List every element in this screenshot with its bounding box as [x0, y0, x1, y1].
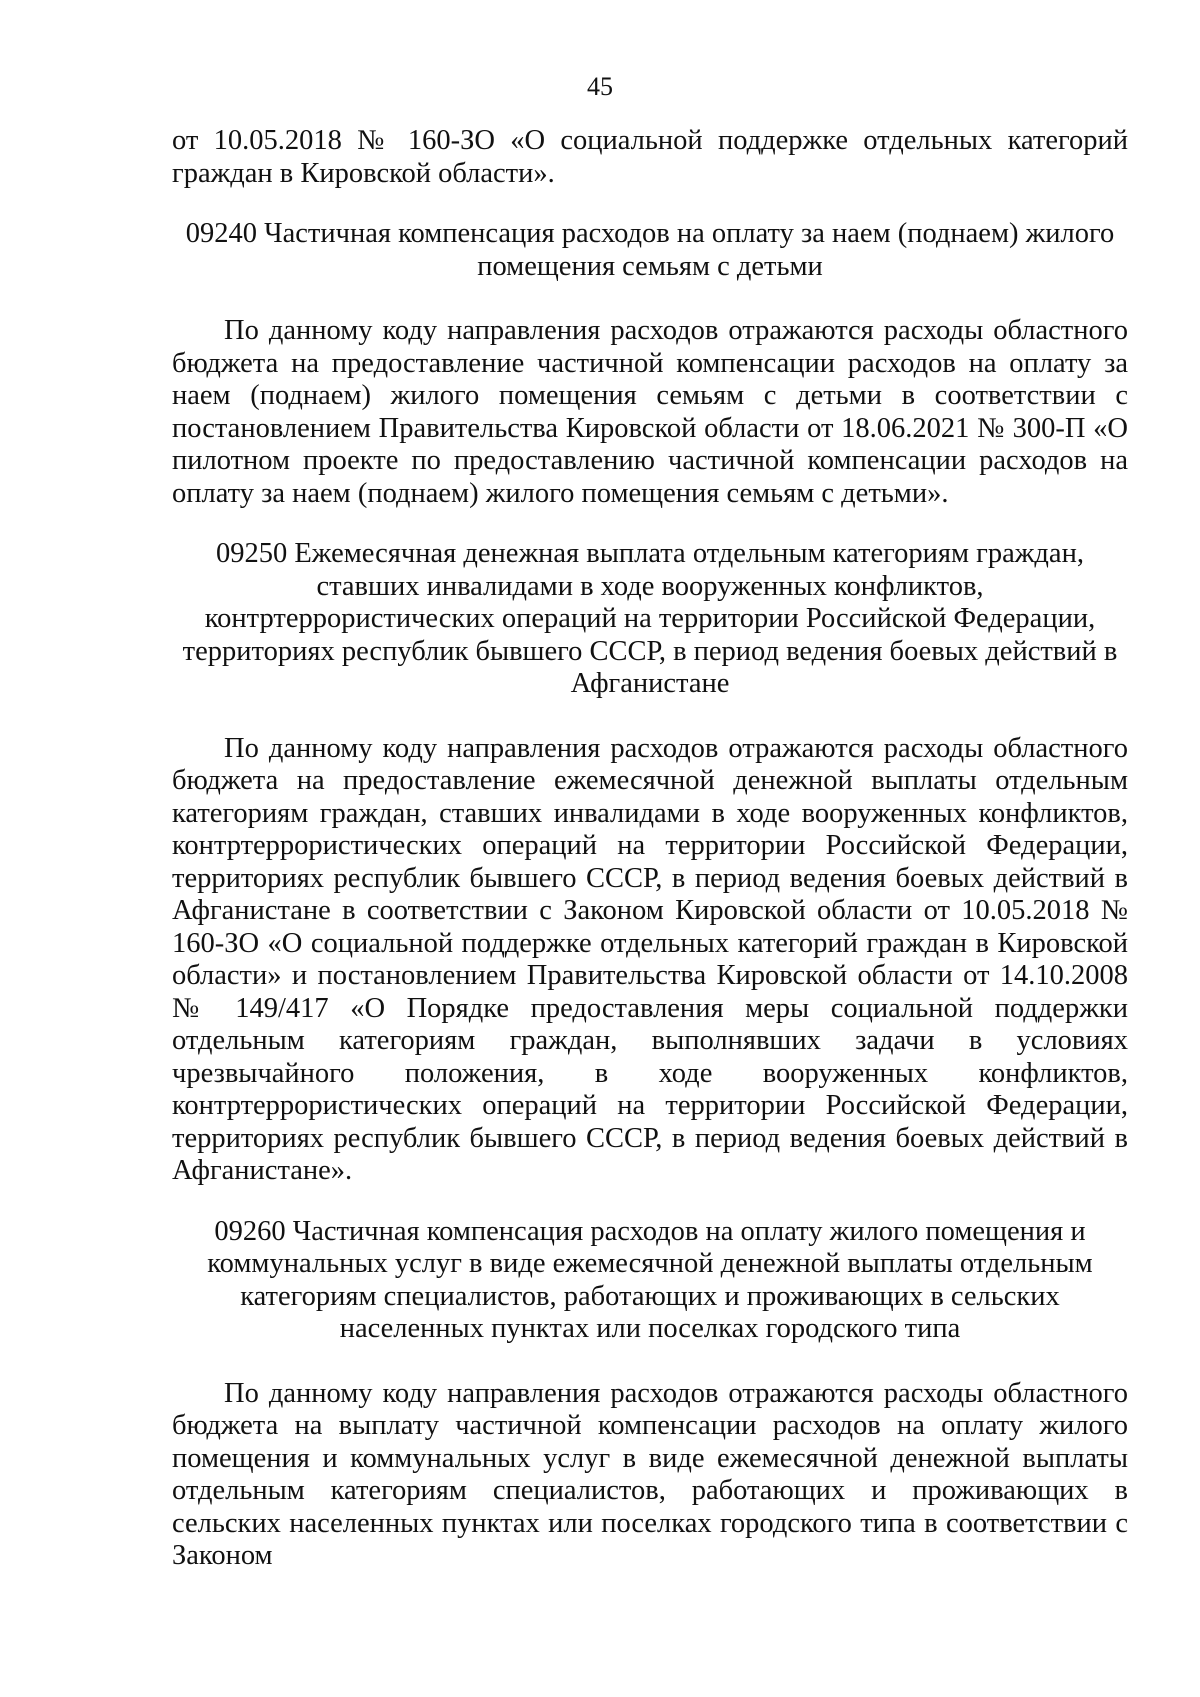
page-content [172, 125, 1128, 1573]
section-heading-09260: 09260 Частичная компенсация расходов на оплату жилого помещения и коммунальных услуг в виде ежемесячной денежной выплаты отдельным категориям специалистов, работающих и проживающих в сельских населенных пунктах или поселках городского типа [207, 1215, 1093, 1344]
section-text-09240: По данному коду направления расходов отражаются расходы областного бюджета на предоставление частичной компенсации расходов на оплату за наем (поднаем) жилого помещения семьям с детьми в соответствии с постановлением Правительства Кировской области от 18.06.2021 № 300-П «О пилотном проекте по предоставлению частичной компенсации расходов на оплату за наем (поднаем) жилого помещения семьям с детьми». [172, 315, 1128, 509]
intro-paragraph: от 10.05.2018 № 160-ЗО «О социальной поддержке отдельных категорий граждан в Кировской области». [172, 125, 1128, 189]
section-text-09260: По данному коду направления расходов отражаются расходы областного бюджета на выплату частичной компенсации расходов на оплату жилого помещения и коммунальных услуг в виде ежемесячной денежной выплаты отдельным категориям специалистов, работающих и проживающих в сельских населенных пунктах или поселках городского типа в соответствии с Законом [172, 1377, 1128, 1571]
section-heading-09250: 09250 Ежемесячная денежная выплата отдельным категориям граждан, ставших инвалидами в ходе вооруженных конфликтов, контртеррористических операций на территории Российской Федерации, территориях республик бывшего СССР, в период ведения боевых действий в Афганистане [182, 538, 1118, 699]
section-text-09250: По данному коду направления расходов отражаются расходы областного бюджета на предоставление ежемесячной денежной выплаты отдельным категориям граждан, ставших инвалидами в ходе вооруженных конфликтов, контртеррористических операций на территории Российской Федерации, территориях республик бывшего СССР, в период ведения боевых действий в Афганистане в соответствии с Законом Кировской области от 10.05.2018 № 160-ЗО «О социальной поддержке отдельных категорий граждан в Кировской области» и постановлением Правительства Кировской области от 14.10.2008 № 149/417 «О Порядке предоставления меры социальной поддержки отдельным категориям граждан, выполнявших задачи в условиях чрезвычайного положения, в ходе вооруженных конфликтов, контртеррористических операций на территории Российской Федерации, территориях республик бывшего СССР, в период ведения боевых действий в Афганистане». [172, 732, 1128, 1186]
page-number: 45 [587, 72, 613, 101]
section-heading-09240: 09240 Частичная компенсация расходов на оплату за наем (поднаем) жилого помещения семьям с детьми [185, 218, 1115, 282]
